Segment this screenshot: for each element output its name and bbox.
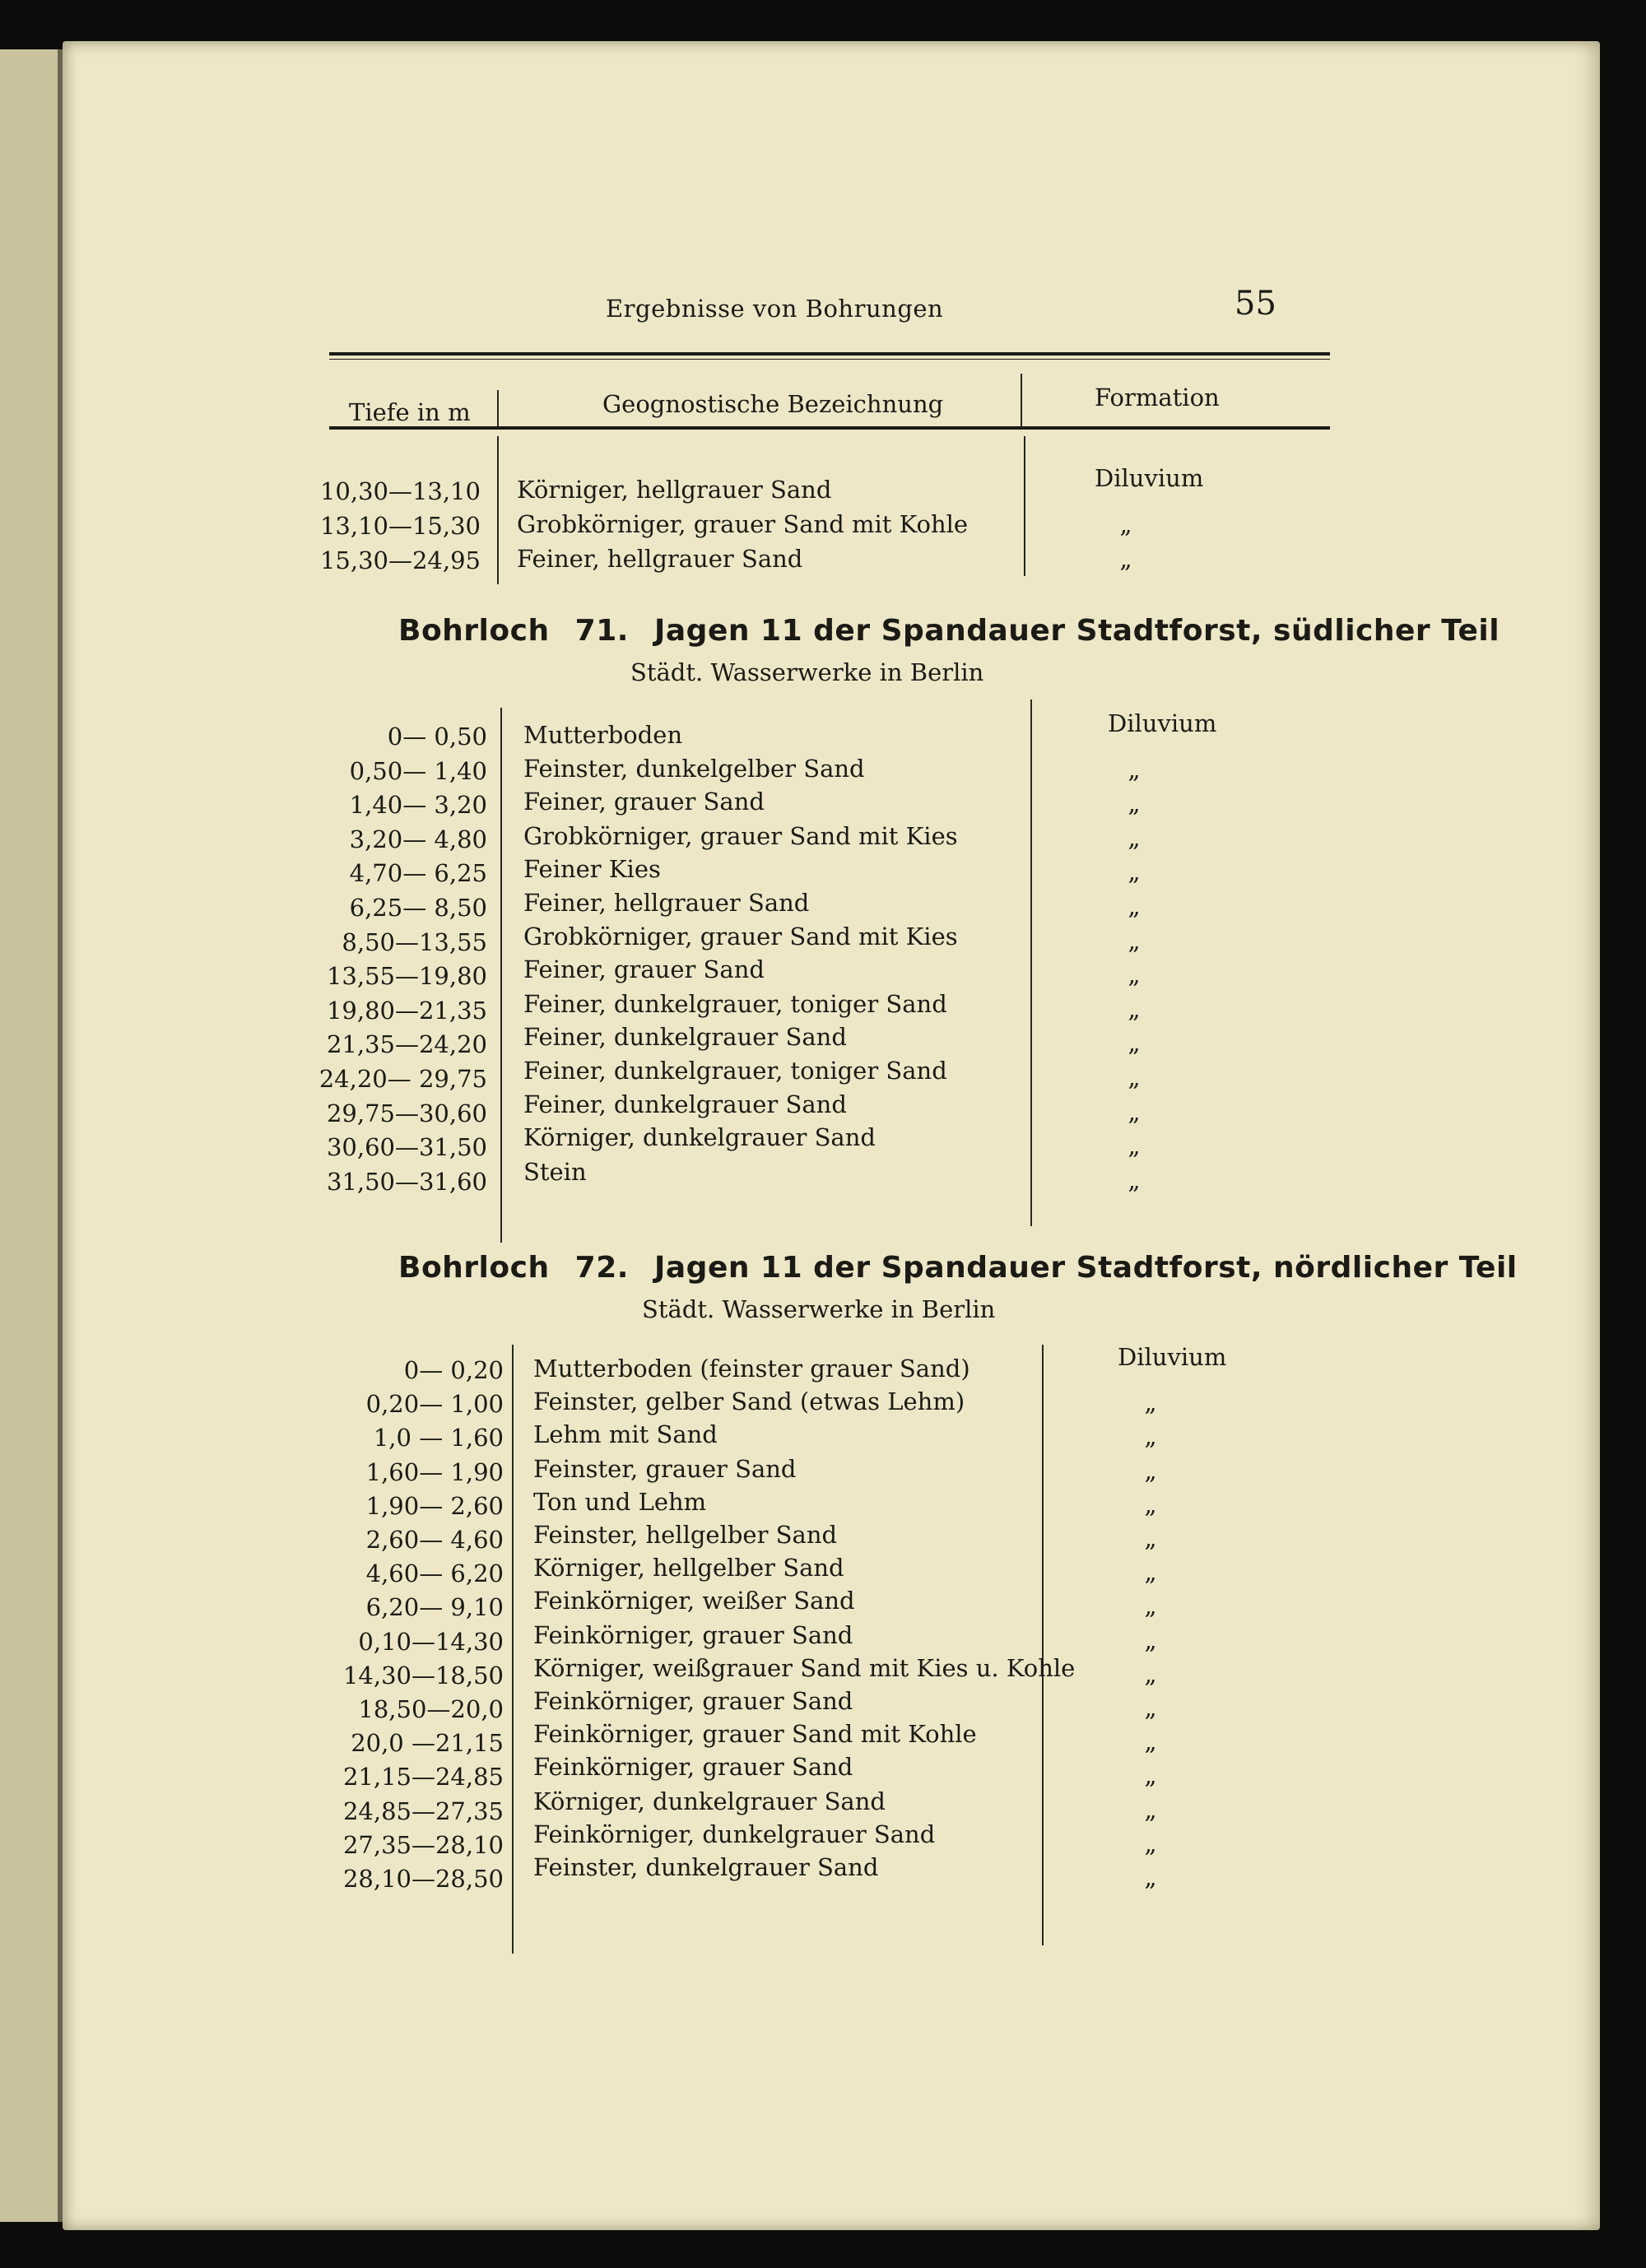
description-cell: Feiner, grauer Sand	[523, 955, 765, 984]
depth-cell: 19,80—21,35	[326, 996, 487, 1025]
description-cell: Feiner, dunkelgrauer Sand	[523, 1023, 847, 1052]
formation-cell: „	[1144, 1558, 1157, 1587]
header-formation: Formation	[1095, 383, 1220, 411]
formation-cell: „	[1144, 1727, 1157, 1756]
depth-cell: 24,85—27,35	[342, 1796, 504, 1825]
bohrloch-label: Bohrloch	[398, 614, 550, 648]
description-cell: Lehm mit Sand	[533, 1420, 718, 1449]
description-cell: Feiner, dunkelgrauer Sand	[523, 1090, 847, 1118]
depth-cell: 18,50—20,0	[358, 1695, 504, 1723]
depth-cell: 6,20— 9,10	[365, 1593, 504, 1622]
header-divider-1	[497, 390, 499, 426]
depth-cell: 14,30—18,50	[342, 1661, 504, 1689]
formation-cell: „	[1144, 1490, 1157, 1518]
book-page	[63, 41, 1600, 2230]
depth-cell: 0— 0,20	[403, 1356, 504, 1384]
depth-cell: 0,10—14,30	[358, 1627, 504, 1656]
bohrloch-label: Bohrloch	[398, 1251, 550, 1285]
description-cell: Feinkörniger, grauer Sand mit Kohle	[533, 1720, 977, 1749]
depth-cell: 4,70— 6,25	[349, 859, 487, 888]
depth-cell: 6,25— 8,50	[349, 894, 487, 922]
description-cell: Feinkörniger, grauer Sand	[533, 1620, 853, 1649]
formation-cell: Diluvium	[1108, 709, 1217, 737]
depth-cell: 13,55—19,80	[326, 962, 487, 991]
depth-cell: 13,10—15,30	[319, 512, 481, 540]
depth-cell: 28,10—28,50	[342, 1865, 504, 1893]
formation-cell: „	[1144, 1524, 1157, 1552]
depth-cell: 24,20— 29,75	[319, 1065, 487, 1093]
column-divider	[1024, 436, 1025, 576]
description-cell: Feiner, grauer Sand	[523, 788, 765, 816]
column-divider	[1042, 1345, 1044, 1945]
description-cell: Ton und Lehm	[533, 1487, 707, 1516]
depth-cell: 1,40— 3,20	[349, 791, 487, 820]
depth-cell: 29,75—30,60	[326, 1099, 487, 1127]
section-subtitle-72: Städt. Wasserwerke in Berlin	[642, 1295, 996, 1323]
depth-cell: 15,30—24,95	[319, 546, 481, 574]
formation-cell: „	[1128, 926, 1141, 955]
formation-cell: „	[1128, 1029, 1141, 1057]
description-cell: Körniger, hellgrauer Sand	[517, 476, 832, 504]
description-cell: Feinkörniger, weißer Sand	[533, 1587, 855, 1615]
formation-cell: „	[1128, 823, 1141, 852]
formation-cell: „	[1128, 1097, 1141, 1126]
description-cell: Mutterboden (feinster grauer Sand)	[533, 1355, 970, 1383]
formation-cell: „	[1128, 755, 1141, 783]
header-divider-2	[1021, 374, 1022, 426]
description-cell: Feinster, dunkelgrauer Sand	[533, 1853, 879, 1881]
depth-cell: 31,50—31,60	[326, 1167, 487, 1196]
description-cell: Feiner, dunkelgrauer, toniger Sand	[523, 989, 947, 1018]
description-cell: Stein	[523, 1157, 587, 1186]
depth-cell: 2,60— 4,60	[365, 1526, 504, 1554]
description-cell: Feinster, gelber Sand (etwas Lehm)	[533, 1387, 965, 1416]
depth-cell: 1,0 — 1,60	[373, 1424, 504, 1452]
formation-cell: „	[1144, 1694, 1157, 1722]
column-divider	[497, 436, 499, 584]
description-cell: Feinkörniger, dunkelgrauer Sand	[533, 1820, 936, 1848]
section-title-72	[398, 1251, 1518, 1285]
formation-cell: „	[1144, 1388, 1157, 1417]
description-cell: Körniger, hellgelber Sand	[533, 1554, 844, 1582]
formation-cell: Diluvium	[1095, 464, 1204, 492]
formation-cell: „	[1144, 1761, 1157, 1790]
formation-cell: „	[1128, 1063, 1141, 1091]
depth-cell: 30,60—31,50	[326, 1133, 487, 1162]
description-cell: Feiner, dunkelgrauer, toniger Sand	[523, 1057, 947, 1085]
section-title-71	[398, 614, 1500, 648]
column-divider	[500, 708, 502, 1243]
header-bottom-rule	[329, 426, 1330, 430]
depth-cell: 4,60— 6,20	[365, 1559, 504, 1588]
column-divider	[512, 1345, 514, 1954]
description-cell: Grobkörniger, grauer Sand mit Kies	[523, 922, 958, 950]
formation-cell: „	[1144, 1422, 1157, 1451]
formation-cell: „	[1128, 789, 1141, 818]
bohrloch-title: Jagen 11 der Spandauer Stadtforst, südlicher Teil	[653, 614, 1500, 648]
depth-cell: 0,20— 1,00	[365, 1390, 504, 1419]
bohrloch-number: 71.	[574, 614, 629, 648]
page-number: 55	[1234, 285, 1276, 323]
description-cell: Mutterboden	[523, 721, 683, 749]
formation-cell: „	[1128, 1165, 1141, 1194]
formation-cell: „	[1128, 960, 1141, 989]
formation-cell: „	[1128, 994, 1141, 1023]
section-subtitle-71: Städt. Wasserwerke in Berlin	[630, 658, 984, 686]
formation-cell: „	[1144, 1829, 1157, 1857]
description-cell: Feiner, hellgrauer Sand	[517, 545, 803, 573]
description-cell: Körniger, dunkelgrauer Sand	[523, 1123, 876, 1152]
formation-cell: „	[1119, 510, 1132, 538]
bohrloch-number: 72.	[574, 1251, 629, 1285]
description-cell: Feinster, hellgelber Sand	[533, 1521, 838, 1549]
depth-cell: 0,50— 1,40	[349, 756, 487, 785]
description-cell: Feinster, dunkelgelber Sand	[523, 754, 865, 783]
bohrloch-title: Jagen 11 der Spandauer Stadtforst, nördlicher Teil	[653, 1251, 1518, 1285]
depth-cell: 3,20— 4,80	[349, 825, 487, 853]
depth-cell: 8,50—13,55	[342, 927, 487, 956]
column-divider	[1030, 699, 1032, 1226]
depth-cell: 21,35—24,20	[326, 1030, 487, 1059]
formation-cell: „	[1144, 1863, 1157, 1891]
formation-cell: „	[1144, 1795, 1157, 1824]
formation-cell: „	[1119, 545, 1132, 573]
header-depth: Tiefe in m	[349, 398, 471, 426]
formation-cell: „	[1144, 1592, 1157, 1620]
formation-cell: „	[1144, 1625, 1157, 1654]
depth-cell: 20,0 —21,15	[351, 1729, 504, 1758]
description-cell: Körniger, weißgrauer Sand mit Kies u. Kohle	[533, 1653, 1076, 1682]
depth-cell: 1,60— 1,90	[365, 1457, 504, 1486]
depth-cell: 10,30—13,10	[319, 477, 481, 505]
description-cell: Grobkörniger, grauer Sand mit Kohle	[517, 510, 969, 538]
description-cell: Körniger, dunkelgrauer Sand	[533, 1787, 886, 1815]
header-description: Geognostische Bezeichnung	[602, 390, 944, 418]
description-cell: Feiner Kies	[523, 855, 661, 884]
depth-cell: 1,90— 2,60	[365, 1491, 504, 1520]
formation-cell: „	[1128, 892, 1141, 920]
depth-cell: 0— 0,50	[387, 723, 487, 751]
formation-cell: „	[1128, 857, 1141, 886]
running-title: Ergebnisse von Bohrungen	[606, 295, 944, 323]
header-top-rule	[329, 352, 1330, 356]
depth-cell: 27,35—28,10	[342, 1830, 504, 1859]
formation-cell: „	[1144, 1659, 1157, 1688]
description-cell: Grobkörniger, grauer Sand mit Kies	[523, 821, 958, 850]
description-cell: Feinkörniger, grauer Sand	[533, 1687, 853, 1715]
description-cell: Feiner, hellgrauer Sand	[523, 889, 810, 917]
header-top-rule-thin	[329, 359, 1330, 360]
formation-cell: „	[1128, 1132, 1141, 1160]
depth-cell: 21,15—24,85	[342, 1763, 504, 1792]
description-cell: Feinster, grauer Sand	[533, 1454, 797, 1483]
formation-cell: Diluvium	[1118, 1343, 1227, 1371]
description-cell: Feinkörniger, grauer Sand	[533, 1753, 853, 1782]
formation-cell: „	[1144, 1456, 1157, 1485]
book-edge	[0, 49, 63, 2222]
